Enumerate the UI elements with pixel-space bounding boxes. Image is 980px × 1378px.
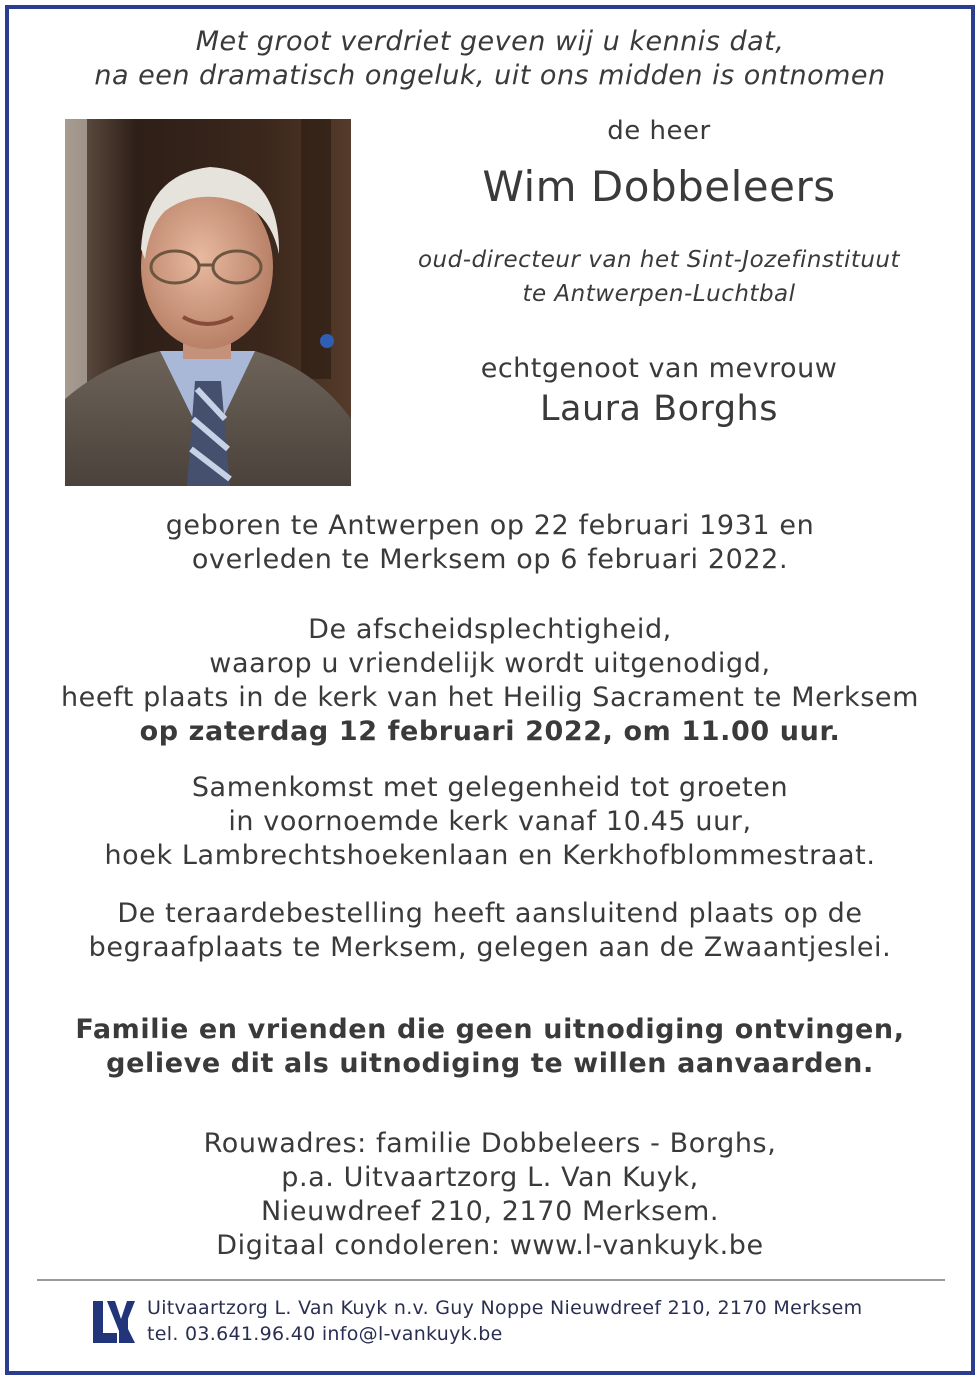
footer [93, 1295, 933, 1355]
mourning-address [9, 1127, 971, 1263]
footer-line-1: Uitvaartzorg L. Van Kuyk n.v. Guy Noppe Nieuwdreef 210, 2170 Merksem [147, 1297, 863, 1319]
ceremony-line-2: waarop u vriendelijk wordt uitgenodigd, [209, 648, 771, 679]
deceased-info [359, 109, 959, 431]
death-notice-card [5, 5, 975, 1375]
footer-divider [37, 1279, 945, 1281]
burial-line-2: begraafplaats te Merksem, gelegen aan de Zwaantjeslei. [88, 932, 892, 963]
burial-line-1: De teraardebestelling heeft aansluitend plaats op de [117, 898, 863, 929]
address-line-1: Rouwadres: familie Dobbeleers - Borghs, [203, 1128, 777, 1159]
invitation-text [9, 1013, 971, 1081]
gathering-line-3: hoek Lambrechtshoekenlaan en Kerkhofblommestraat. [104, 840, 876, 871]
gathering-line-1: Samenkomst met gelegenheid tot groeten [191, 772, 789, 803]
intro-line-2: na een dramatisch ongeluk, uit ons midden is ontnomen [94, 60, 886, 91]
ceremony-line-1: De afscheidsplechtigheid, [308, 614, 672, 645]
ceremony-line-3: heeft plaats in de kerk van het Heilig Sacrament te Merksem [60, 682, 920, 713]
invitation-line-2: gelieve dit als uitnodiging te willen aanvaarden. [106, 1048, 874, 1079]
role-line-1: oud-directeur van het Sint-Jozefinstituut [417, 247, 901, 273]
birth-line-2: overleden te Merksem op 6 februari 2022. [191, 544, 789, 575]
deceased-name: Wim Dobbeleers [482, 162, 836, 211]
deceased-role [359, 243, 959, 311]
footer-line-2: tel. 03.641.96.40 info@l-vankuyk.be [147, 1323, 503, 1345]
invitation-line-1: Familie en vrienden die geen uitnodiging ontvingen, [75, 1014, 905, 1045]
gathering-line-2: in voornoemde kerk vanaf 10.45 uur, [228, 806, 752, 837]
intro-text [9, 25, 971, 93]
address-line-3: Nieuwdreef 210, 2170 Merksem. [260, 1196, 720, 1227]
spouse-label: echtgenoot van mevrouw [480, 353, 838, 384]
intro-line-1: Met groot verdriet geven wij u kennis dat, [195, 26, 785, 57]
van-kuyk-logo-icon [93, 1299, 135, 1345]
burial-text [9, 897, 971, 965]
birth-line-1: geboren te Antwerpen op 22 februari 1931 en [165, 510, 815, 541]
address-line-4: Digitaal condoleren: www.l-vankuyk.be [216, 1230, 764, 1261]
address-line-2: p.a. Uitvaartzorg L. Van Kuyk, [281, 1162, 699, 1193]
spouse-name: Laura Borghs [540, 389, 778, 429]
salutation: de heer [607, 116, 711, 146]
gathering-text [9, 771, 971, 873]
ceremony-text [9, 613, 971, 749]
portrait-photo [65, 119, 351, 486]
birth-death-text [9, 509, 971, 577]
role-line-2: te Antwerpen-Luchtbal [522, 281, 796, 307]
footer-text [147, 1295, 862, 1347]
ceremony-date: op zaterdag 12 februari 2022, om 11.00 uur. [139, 716, 841, 747]
